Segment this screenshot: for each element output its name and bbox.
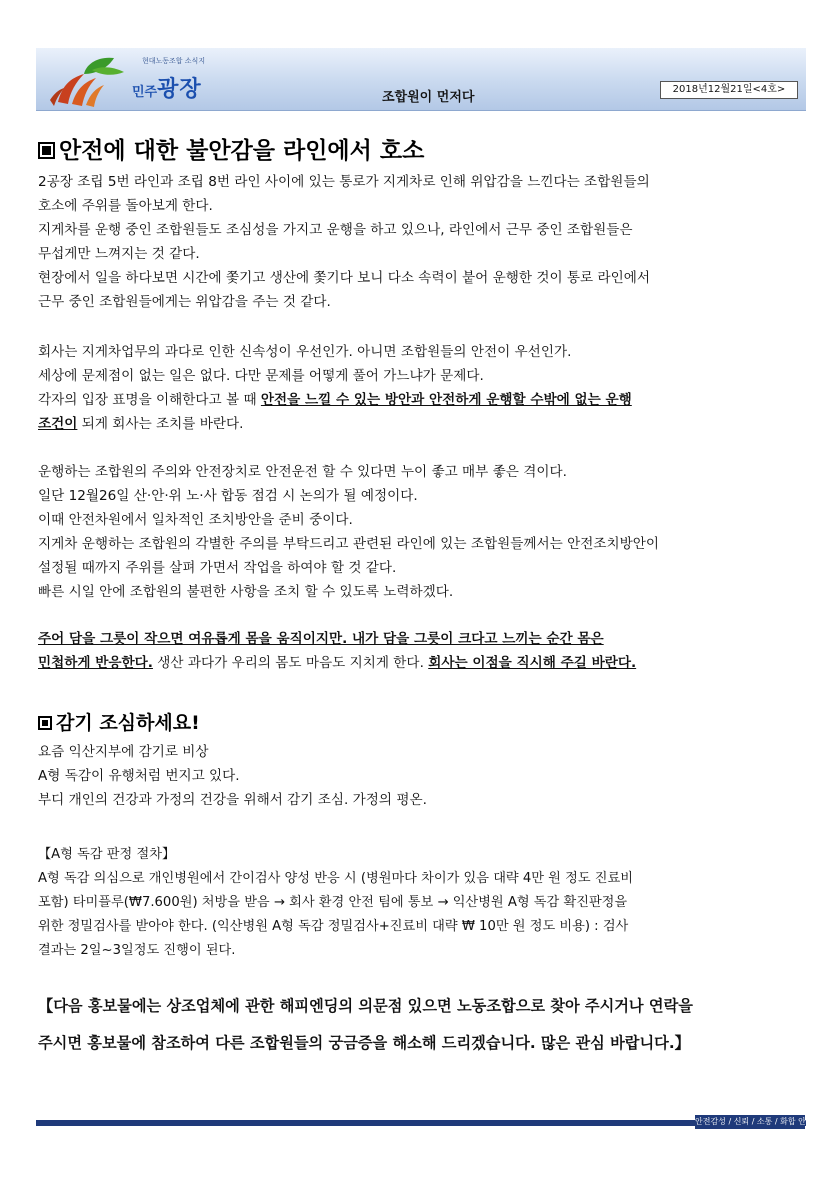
text-line xyxy=(38,651,798,675)
underlined-emphasis: 주어 담을 그릇이 작으면 여유롭게 몸을 움직이지만. 내가 담을 그릇이 크다고 느끼는 순간 몸은 xyxy=(38,631,604,647)
section-heading-safety xyxy=(38,132,424,165)
text-segment: 각자의 입장 표명을 이해한다고 볼 때 xyxy=(38,392,261,408)
underlined-emphasis: 민첩하게 반응한다. xyxy=(38,655,153,671)
text-line: 회사는 지게차업무의 과다로 인한 신속성이 우선인가. 아니면 조합원들의 안전이 우선인가. xyxy=(38,344,572,360)
text-line: A형 독감 의심으로 개인병원에서 간이검사 양성 반응 시 (병원마다 차이가 있음 대략 4만 원 정도 진료비 xyxy=(38,871,633,886)
flu-procedure xyxy=(38,843,798,963)
text-line: 포함) 타미플루(₩7.600원) 처방을 받음 → 회사 환경 안전 팀에 통보 → 익산병원 A형 독감 확진판정을 xyxy=(38,895,628,910)
closing-notice xyxy=(38,988,798,1062)
underlined-emphasis: 안전을 느낄 수 있는 방안과 안전하게 운행할 수밖에 없는 운행 xyxy=(260,392,632,408)
header-banner xyxy=(36,48,806,111)
bullet-square-icon xyxy=(38,716,52,730)
sprout-logo-icon xyxy=(40,50,135,108)
logo-wordmark-main: 광장 xyxy=(157,77,202,102)
text-line: 지게차를 운행 중인 조합원들도 조심성을 가지고 운행을 하고 있으나, 라인에서 근무 중인 조합원들은 xyxy=(38,222,633,238)
section-heading-text: 안전에 대한 불안감을 라인에서 호소 xyxy=(59,138,425,164)
text-line: 근무 중인 조합원들에게는 위압감을 주는 것 같다. xyxy=(38,294,331,310)
text-line: 부디 개인의 건강과 가정의 건강을 위해서 감기 조심. 가정의 평온. xyxy=(38,792,427,808)
text-line: 위한 정밀검사를 받아야 한다. (익산병원 A형 독감 정밀검사+진료비 대략 ₩ 10만 원 정도 비용) : 검사 xyxy=(38,919,629,934)
flu-paragraph-1 xyxy=(38,740,798,812)
text-line: 호소에 주위를 돌아보게 한다. xyxy=(38,198,213,214)
text-line xyxy=(38,627,798,651)
bullet-square-icon xyxy=(38,142,55,159)
text-line: 2공장 조립 5번 라인과 조립 8번 라인 사이에 있는 통로가 지게차로 인해 위압감을 느낀다는 조합원들의 xyxy=(38,174,650,190)
logo-wordmark-prefix: 민주 xyxy=(132,85,158,100)
text-line: 빠른 시일 안에 조합원의 불편한 사항을 조치 할 수 있도록 노력하겠다. xyxy=(38,584,454,600)
text-line: 지게차 운행하는 조합원의 각별한 주의를 부탁드리고 관련된 라인에 있는 조합원들께서는 안전조치방안이 xyxy=(38,536,659,552)
text-segment: 되게 회사는 조치를 바란다. xyxy=(77,416,244,432)
text-line: 무섭게만 느껴지는 것 같다. xyxy=(38,246,200,262)
logo-wordmark xyxy=(132,72,202,103)
underlined-emphasis: 조건이 xyxy=(38,416,78,432)
union-logo xyxy=(40,50,220,108)
notice-line: 【다음 홍보물에는 상조업체에 관한 해피엔딩의 의문점 있으면 노동조합으로 찾아 주시거나 연락을 xyxy=(38,997,693,1015)
safety-paragraph-1 xyxy=(38,170,798,314)
text-line xyxy=(38,388,798,412)
section-heading-flu xyxy=(38,708,200,735)
text-line: 현장에서 일을 하다보면 시간에 쫓기고 생산에 쫓기다 보니 다소 속력이 붙어 운행한 것이 통로 라인에서 xyxy=(38,270,651,286)
text-line: 설정될 때까지 주위를 살펴 가면서 작업을 하여야 할 것 같다. xyxy=(38,560,397,576)
text-line: 일단 12월26일 산·안·위 노·사 합동 점검 시 논의가 될 예정이다. xyxy=(38,488,418,504)
section-heading-text: 감기 조심하세요! xyxy=(56,712,200,734)
text-line: 결과는 2일~3일정도 진행이 된다. xyxy=(38,943,236,958)
issue-date: 2018년12월21일<4호> xyxy=(660,81,798,99)
text-line xyxy=(38,412,798,436)
footer-slogan: 안전감성 / 신뢰 / 소통 / 화합 안전 xyxy=(695,1115,805,1129)
underlined-emphasis: 회사는 이점을 직시해 주길 바란다. xyxy=(428,655,637,671)
newsletter-slogan: 조합원이 먼저다 xyxy=(382,90,475,105)
safety-paragraph-3 xyxy=(38,460,798,604)
safety-paragraph-4 xyxy=(38,627,798,675)
footer-rule xyxy=(36,1120,806,1126)
procedure-title: 【A형 독감 판정 절차】 xyxy=(38,847,176,862)
text-line: 운행하는 조합원의 주의와 안전장치로 안전운전 할 수 있다면 누이 좋고 매부 좋은 격이다. xyxy=(38,464,567,480)
text-segment: 생산 과다가 우리의 몸도 마음도 지치게 한다. xyxy=(152,655,429,671)
text-line: 세상에 문제점이 없는 일은 없다. 다만 문제를 어떻게 풀어 가느냐가 문제다. xyxy=(38,368,484,384)
text-line: A형 독감이 유행처럼 번지고 있다. xyxy=(38,768,240,784)
text-line: 이때 안전차원에서 일차적인 조치방안을 준비 중이다. xyxy=(38,512,353,528)
safety-paragraph-2 xyxy=(38,340,798,436)
logo-subtitle: 현대노동조합 소식지 xyxy=(142,57,206,65)
notice-line: 주시면 홍보물에 참조하여 다른 조합원들의 궁금증을 해소해 드리겠습니다. 많은 관심 바랍니다.】 xyxy=(38,1034,690,1052)
text-line: 요즘 익산지부에 감기로 비상 xyxy=(38,744,209,760)
